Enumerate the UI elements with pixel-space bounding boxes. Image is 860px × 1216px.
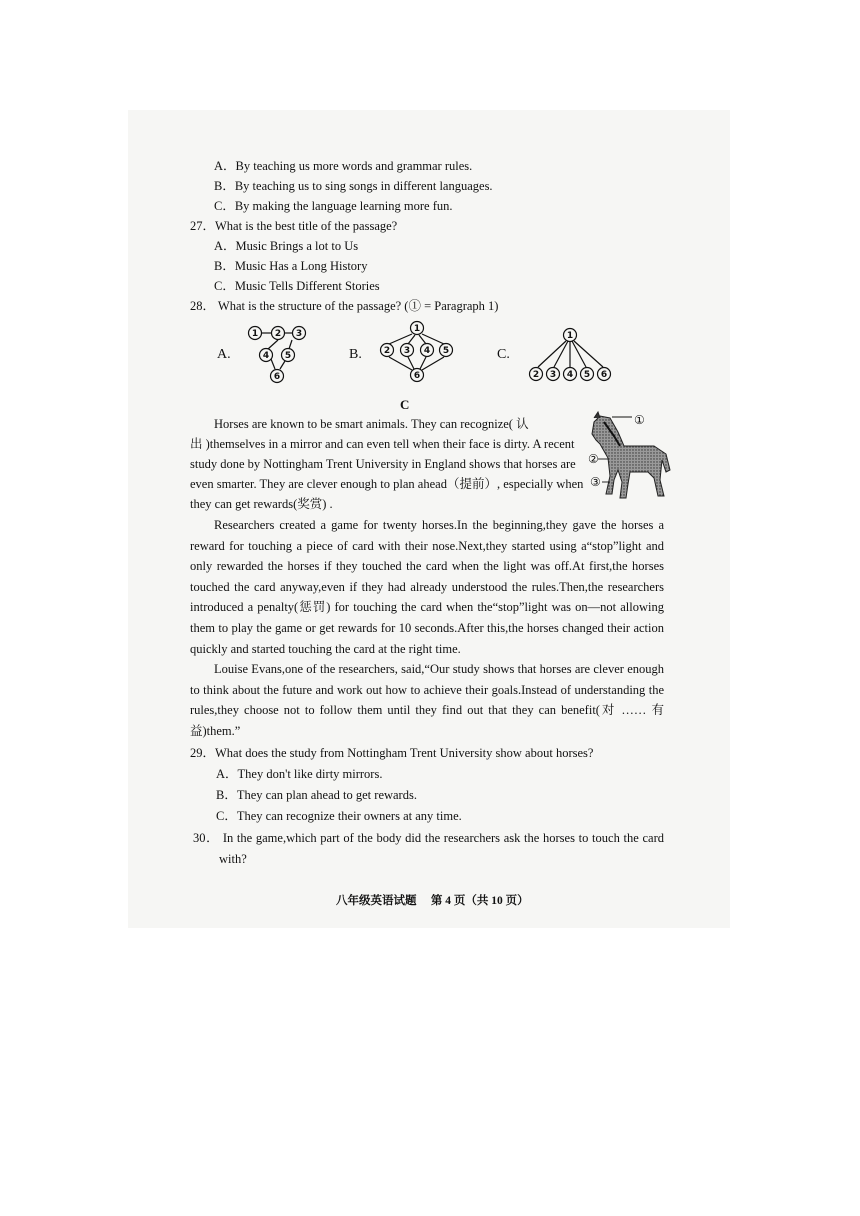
p1-line-5: they can get rewards(奖赏) . — [190, 497, 333, 511]
diagram-c-node-5: 5 — [583, 370, 591, 380]
diagram-b-node-3: 3 — [403, 346, 411, 356]
diagram-b-node-6: 6 — [413, 371, 421, 381]
diagram-a-node-2: 2 — [274, 329, 282, 339]
diagram-a-node-4: 4 — [262, 351, 270, 361]
q27-stem: 27．What is the best title of the passage? — [190, 219, 398, 233]
horse-label-2: ② — [588, 452, 599, 466]
q27-option-b: B．Music Has a Long History — [214, 259, 368, 273]
diagram-b-node-5: 5 — [442, 346, 450, 356]
q30-stem-line-1: 30． In the game,which part of the body did the researchers ask the horses to touch the card — [193, 831, 664, 845]
p1-line-4: even smarter. They are clever enough to plan ahead（提前）, especially when — [190, 477, 584, 491]
paragraph-2 — [190, 515, 664, 659]
diagram-a-node-5: 5 — [284, 351, 292, 361]
diagram-b-node-1: 1 — [413, 324, 421, 334]
horse-label-3: ③ — [590, 475, 601, 489]
diagram-b-node-2: 2 — [383, 346, 391, 356]
q26-option-a: A．By teaching us more words and grammar rules. — [214, 159, 473, 173]
diagram-a-node-1: 1 — [251, 329, 259, 339]
q27-option-c: C．Music Tells Different Stories — [214, 279, 380, 293]
q30-stem-line-2: with? — [219, 852, 247, 866]
diagram-a-node-3: 3 — [295, 329, 303, 339]
diagram-c-node-1: 1 — [566, 331, 574, 341]
q29-stem: 29．What does the study from Nottingham Trent University show about horses? — [190, 746, 594, 760]
diagram-c-node-2: 2 — [532, 370, 540, 380]
q26-option-c: C．By making the language learning more fun. — [214, 199, 453, 213]
q28-stem: 28． What is the structure of the passage? (① = Paragraph 1) — [190, 299, 499, 313]
q29-option-c: C．They can recognize their owners at any time. — [216, 809, 462, 823]
paragraph-3-text: Louise Evans,one of the researchers, said,“Our study shows that horses are clever enough to think about the future and work out how to achieve their goals.Instead of understanding the rules,they choose not to follow them until they find out that they can benefit(对 …… 有益)them.” — [190, 662, 664, 738]
structure-diagram-c — [524, 322, 618, 384]
diagram-c-node-4: 4 — [566, 370, 574, 380]
diagram-c-node-6: 6 — [600, 370, 608, 380]
section-c-heading: C — [400, 397, 410, 412]
horse-label-1: ① — [634, 413, 645, 427]
structure-diagram-a — [240, 320, 320, 386]
diagram-c-node-3: 3 — [549, 370, 557, 380]
diagram-b-node-4: 4 — [423, 346, 431, 356]
q28-option-a-label: A. — [217, 347, 231, 362]
q29-option-b: B．They can plan ahead to get rewards. — [216, 788, 417, 802]
p1-line-2: 出 )themselves in a mirror and can even tell when their face is dirty. A recent — [190, 437, 575, 451]
p1-line-3: study done by Nottingham Trent University in England shows that horses are — [190, 457, 576, 471]
q28-option-c-label: C. — [497, 347, 510, 362]
q29-option-a: A．They don't like dirty mirrors. — [216, 767, 383, 781]
q27-option-a: A．Music Brings a lot to Us — [214, 239, 359, 253]
paragraph-2-text: Researchers created a game for twenty horses.In the beginning,they gave the horses a reward for touching a piece of card with their nose.Next,they started using a“stop”light and only rewarded the horses if they touched the card when the light was off.At first,the horses touched the card anyway,even if they had already understood the rules.Then,the researchers introduced a penalty(惩罚) for touching the card when the“stop”light was on—not allowing them to play the game or get rewards for 10 seconds.After this,the horses changed their action quickly and started touching the card at the right time. — [190, 518, 664, 656]
q28-option-b-label: B. — [349, 347, 362, 362]
structure-diagram-b — [372, 316, 462, 386]
p1-line-1: Horses are known to be smart animals. They can recognize( 认 — [214, 417, 529, 431]
diagram-a-node-6: 6 — [273, 372, 281, 382]
paragraph-3 — [190, 659, 664, 741]
page-footer: 八年级英语试题 第 4 页（共 10 页） — [336, 895, 529, 907]
q26-option-b: B．By teaching us to sing songs in different languages. — [214, 179, 493, 193]
